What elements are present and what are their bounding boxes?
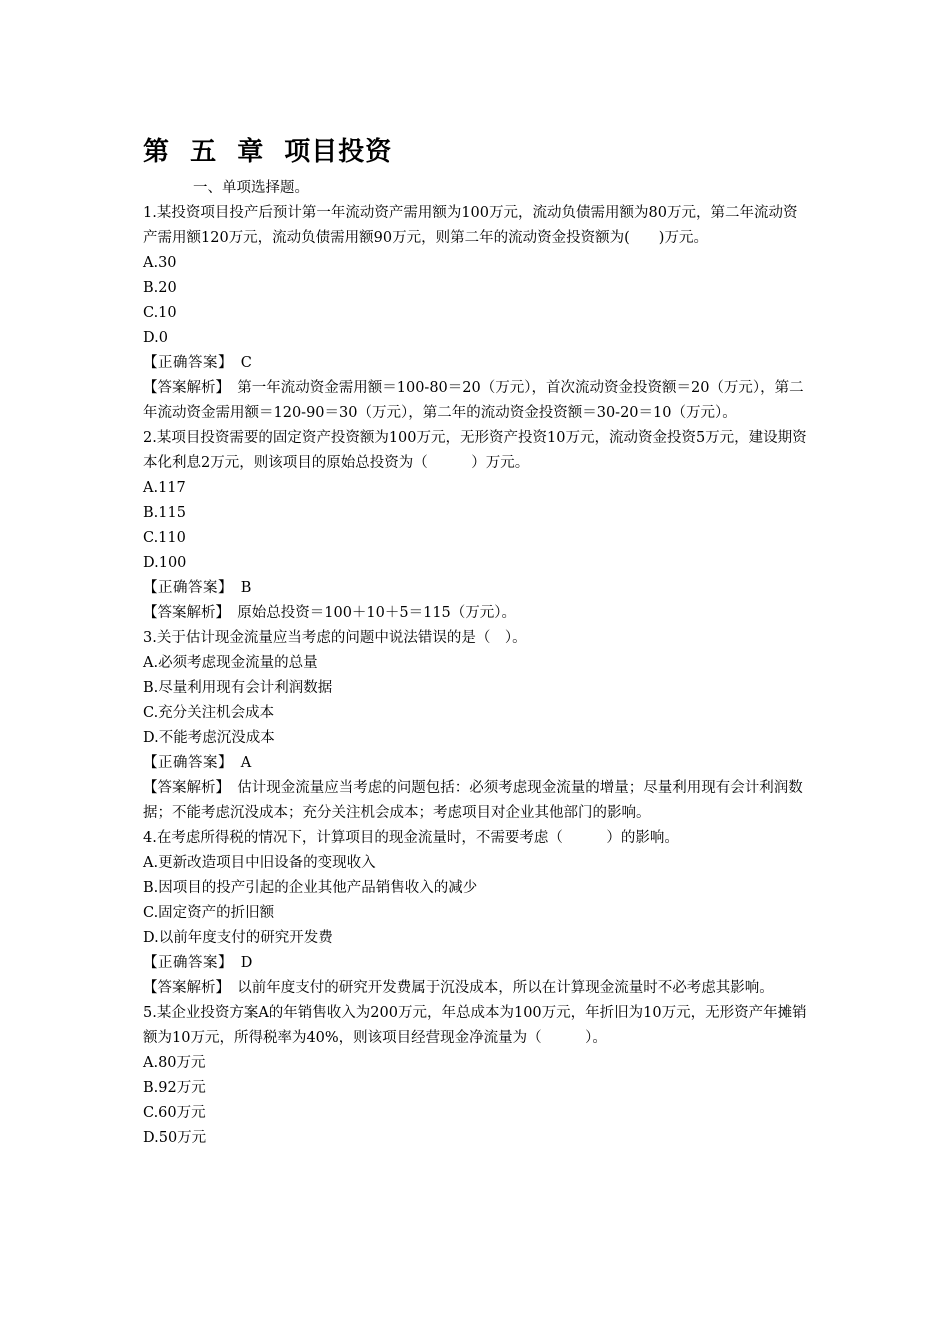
answer-analysis: 【答案解析】 原始总投资＝100＋10＋5＝115（万元）。 <box>143 605 517 621</box>
option-b: B.92万元 <box>143 1080 206 1096</box>
question-stem: 4.在考虑所得税的情况下，计算项目的现金流量时，不需要考虑（ ）的影响。 <box>143 830 679 846</box>
answer-analysis: 【答案解析】 估计现金流量应当考虑的问题包括：必须考虑现金流量的增量；尽量利用现有会计利润数据；不能考虑沉没成本；充分关注机会成本；考虑项目对企业其他部门的影响。 <box>143 780 803 821</box>
option-b: B.115 <box>143 505 186 521</box>
question-1 <box>143 201 811 426</box>
option-c: C.充分关注机会成本 <box>143 705 275 721</box>
option-d: D.0 <box>143 330 168 346</box>
correct-answer: 【正确答案】 B <box>143 580 252 596</box>
question-3 <box>143 626 811 826</box>
option-a: A.80万元 <box>143 1055 206 1071</box>
correct-answer: 【正确答案】 C <box>143 355 253 371</box>
question-stem: 2.某项目投资需要的固定资产投资额为100万元，无形资产投资10万元，流动资金投资5万元，建设期资本化利息2万元，则该项目的原始总投资为（ ）万元。 <box>143 430 807 471</box>
option-b: B.因项目的投产引起的企业其他产品销售收入的减少 <box>143 880 478 896</box>
option-b: B.20 <box>143 280 177 296</box>
question-stem: 1.某投资项目投产后预计第一年流动资产需用额为100万元，流动负债需用额为80万元，第二年流动资产需用额120万元，流动负债需用额90万元，则第二年的流动资金投资额为( )万元。 <box>143 205 798 246</box>
option-c: C.110 <box>143 530 186 546</box>
option-d: D.不能考虑沉没成本 <box>143 730 275 746</box>
option-a: A.必须考虑现金流量的总量 <box>143 655 318 671</box>
option-c: C.60万元 <box>143 1105 206 1121</box>
correct-answer: 【正确答案】 A <box>143 755 252 771</box>
option-c: C.固定资产的折旧额 <box>143 905 275 921</box>
answer-analysis: 【答案解析】 以前年度支付的研究开发费属于沉没成本，所以在计算现金流量时不必考虑其影响。 <box>143 980 774 996</box>
answer-analysis: 【答案解析】 第一年流动资金需用额＝100-80＝20（万元），首次流动资金投资额＝20（万元），第二年流动资金需用额＝120-90＝30（万元），第二年的流动资金投资额＝30-20＝10（万元）。 <box>143 380 804 421</box>
question-stem: 3.关于估计现金流量应当考虑的问题中说法错误的是（ ）。 <box>143 630 527 646</box>
option-c: C.10 <box>143 305 177 321</box>
option-d: D.以前年度支付的研究开发费 <box>143 930 333 946</box>
question-5 <box>143 1001 811 1151</box>
option-b: B.尽量利用现有会计利润数据 <box>143 680 333 696</box>
question-2 <box>143 426 811 626</box>
option-a: A.30 <box>143 255 177 271</box>
question-4 <box>143 826 811 1001</box>
option-d: D.100 <box>143 555 187 571</box>
option-a: A.更新改造项目中旧设备的变现收入 <box>143 855 376 871</box>
option-a: A.117 <box>143 480 186 496</box>
question-stem: 5.某企业投资方案A的年销售收入为200万元，年总成本为100万元，年折旧为10万元，无形资产年摊销额为10万元，所得税率为40%，则该项目经营现金净流量为（ ）。 <box>143 1005 807 1046</box>
correct-answer: 【正确答案】 D <box>143 955 253 971</box>
section-heading: 一、单项选择题。 <box>193 180 309 196</box>
chapter-title: 第 五 章 项目投资 <box>143 137 393 167</box>
option-d: D.50万元 <box>143 1130 207 1146</box>
question-list <box>143 176 811 1151</box>
